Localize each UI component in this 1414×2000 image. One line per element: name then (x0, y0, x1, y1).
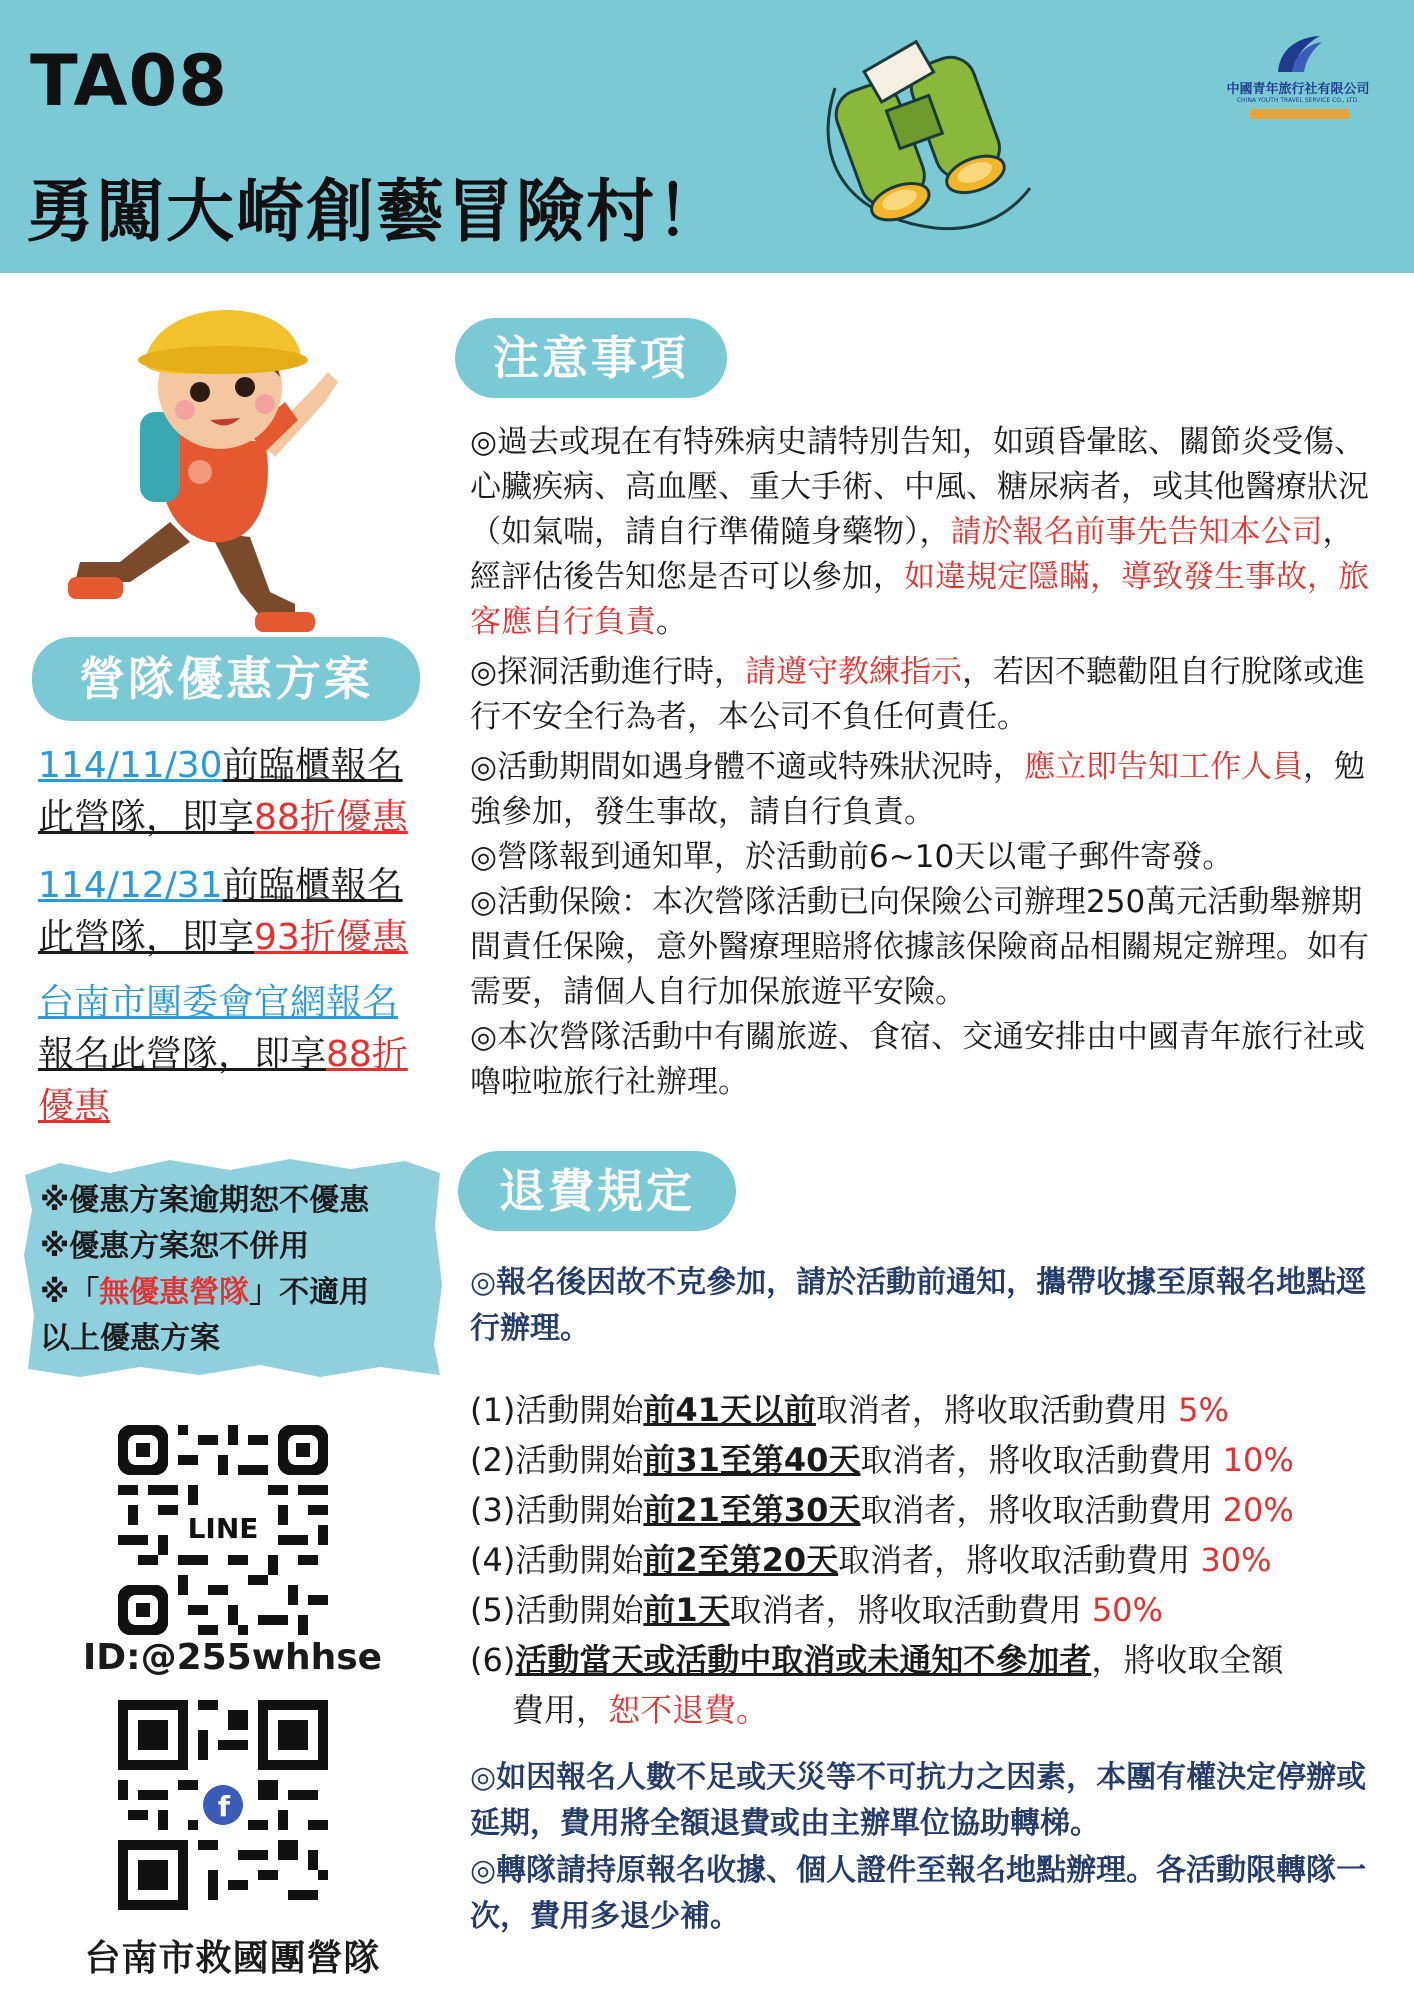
notice-item-2 (470, 650, 1370, 740)
promo-2 (38, 860, 428, 964)
notice-item-6: ◎本次營隊活動中有關旅遊、食宿、交通安排由中國青年旅行社或嚕啦啦旅行社辦理。 (470, 1019, 1366, 1100)
refund-5-prefix: (5)活動開始 (470, 1591, 644, 1629)
refund-3-prefix: (3)活動開始 (470, 1491, 644, 1529)
refund-2-pct: 10% (1222, 1441, 1294, 1479)
notice-item-4: ◎營隊報到通知單，於活動前6~10天以電子郵件寄發。 (470, 839, 1234, 875)
promo-1-date: 114/11/30 (38, 745, 223, 786)
refund-6-key: 活動當天或活動中取消或未通知不參加者 (515, 1641, 1092, 1679)
warning-notes (40, 1178, 440, 1362)
notice-1-red-2: 如違規定隱瞞，導致發生事故，旅客應自行負責 (470, 559, 1369, 640)
promo-1-discount: 88折優惠 (254, 797, 408, 838)
notice-1-a: ◎過去或現在有特殊病史請特別告知，如頭昏暈眩、關節炎受傷、心臟疾病、高血壓、重大手術、中風、糖尿病者，或其他醫療狀況（如氣喘，請自行準備隨身藥物）， (470, 424, 1369, 550)
notice-1-c: 。 (656, 604, 687, 640)
refund-4-suffix: 取消者，將收取活動費用 (838, 1541, 1201, 1579)
promo-3-discount: 88折 (326, 1034, 408, 1075)
company-name-cn: 中國青年旅行社有限公司 (1226, 82, 1370, 97)
organization-name: 台南市救國團營隊 (84, 1938, 381, 1979)
camp-code: TA08 (30, 40, 228, 122)
refund-4-key: 前2至第20天 (643, 1541, 839, 1579)
warning-line-1: ※優惠方案逾期恕不優惠 (40, 1183, 370, 1218)
company-name-en: CHINA YOUTH TRAVEL SERVICE CO., LTD. (1236, 97, 1360, 104)
warning-line-3-a: ※「 (40, 1275, 100, 1310)
notice-3-b: ，勉強參加，發生事故，請自行負責。 (470, 749, 1366, 830)
notice-item-1 (470, 420, 1370, 645)
refund-4-pct: 30% (1200, 1541, 1272, 1579)
refund-2-suffix: 取消者，將收取活動費用 (860, 1441, 1223, 1479)
refund-4-prefix: (4)活動開始 (470, 1541, 644, 1579)
refund-item-5 (470, 1585, 1380, 1635)
svg-text:f: f (217, 1790, 231, 1823)
promo-2-text-b: 此營隊，即享 (38, 917, 255, 958)
refund-1-key: 前41天以前 (643, 1391, 816, 1429)
refund-note-1: ◎如因報名人數不足或天災等不可抗力之因素，本團有權決定停辦或延期，費用將全額退費或由主辦單位協助轉梯。 (470, 1760, 1367, 1841)
refund-item-4 (470, 1535, 1380, 1585)
line-qr-code[interactable] (118, 1425, 328, 1635)
binoculars-illustration (815, 28, 1045, 258)
notice-2-a: ◎探洞活動進行時， (470, 654, 746, 690)
logo-bar (1250, 109, 1350, 119)
camp-offer-heading: 營隊優惠方案 (32, 637, 420, 721)
refund-item-1 (470, 1385, 1380, 1435)
refund-3-pct: 20% (1222, 1491, 1294, 1529)
company-logo-icon (1270, 32, 1325, 77)
notice-item-5: ◎活動保險：本次營隊活動已向保險公司辦理250萬元活動舉辦期間責任保險，意外醫療理賠將依據該保險商品相關規定辦理。如有需要，請個人自行加保旅遊平安險。 (470, 884, 1369, 1010)
warning-line-3 (40, 1270, 440, 1316)
refund-6-no-refund: 恕不退費。 (608, 1691, 769, 1729)
notice-heading: 注意事項 (455, 318, 727, 398)
promo-1 (38, 740, 428, 844)
promo-2-date: 114/12/31 (38, 865, 223, 906)
promo-2-text-a: 前臨櫃報名 (222, 865, 403, 906)
refund-intro: ◎報名後因故不克參加，請於活動前通知，攜帶收據至原報名地點逕行辦理。 (470, 1265, 1367, 1346)
line-id[interactable]: ID:@255whhse (82, 1637, 383, 1678)
notice-1-b: ，經評估後告知您是否可以參加， (470, 514, 1354, 595)
refund-item-2 (470, 1435, 1380, 1485)
refund-3-key: 前21至第30天 (643, 1491, 861, 1529)
promo-3-discount-suffix: 優惠 (38, 1086, 111, 1127)
notice-2-b: ，若因不聽勸阻自行脫隊或進行不安全行為者，本公司不負任何責任。 (470, 654, 1366, 735)
refund-6-prefix: (6) (470, 1641, 516, 1679)
warning-line-2: ※優惠方案恕不併用 (40, 1229, 310, 1264)
refund-item-6 (470, 1635, 1380, 1685)
promo-3-text-b: 報名此營隊，即享 (38, 1034, 327, 1075)
notice-3-a: ◎活動期間如遇身體不適或特殊狀況時， (470, 749, 1025, 785)
promo-3 (38, 977, 428, 1133)
notice-2-red: 請遵守教練指示 (745, 654, 963, 690)
promo-3-link[interactable]: 台南市團委會官網報名 (38, 982, 399, 1023)
refund-item-6-continued (512, 1685, 1414, 1735)
refund-1-prefix: (1)活動開始 (470, 1391, 644, 1429)
refund-2-prefix: (2)活動開始 (470, 1441, 644, 1479)
refund-1-suffix: 取消者，將收取活動費用 (815, 1391, 1179, 1429)
refund-5-key: 前1天 (643, 1591, 730, 1629)
refund-2-key: 前31至第40天 (643, 1441, 861, 1479)
refund-6-b: 費用， (512, 1691, 609, 1729)
promo-2-discount: 93折優惠 (254, 917, 408, 958)
warning-line-3-b: 」不適用 (249, 1275, 370, 1310)
facebook-qr-code[interactable] (118, 1700, 328, 1910)
child-explorer-illustration (60, 292, 400, 637)
refund-item-3 (470, 1485, 1380, 1535)
page-title: 勇闖大崎創藝冒險村！ (26, 173, 727, 252)
refund-3-suffix: 取消者，將收取活動費用 (860, 1491, 1223, 1529)
refund-5-suffix: 取消者，將收取活動費用 (729, 1591, 1092, 1629)
promo-1-text-a: 前臨櫃報名 (222, 745, 403, 786)
warning-line-4: 以上優惠方案 (40, 1321, 220, 1356)
refund-1-pct: 5% (1178, 1391, 1229, 1429)
notice-3-red: 應立即告知工作人員 (1024, 749, 1304, 785)
refund-5-pct: 50% (1091, 1591, 1163, 1629)
refund-note-2: ◎轉隊請持原報名收據、個人證件至報名地點辦理。各活動限轉隊一次，費用多退少補。 (470, 1853, 1367, 1934)
promo-1-text-b: 此營隊，即享 (38, 797, 255, 838)
notice-item-3 (470, 745, 1370, 835)
no-discount-camp: 無優惠營隊 (99, 1275, 250, 1310)
refund-6-suffix: ，將收取全額 (1091, 1641, 1284, 1679)
refund-heading: 退費規定 (458, 1151, 736, 1231)
notice-1-red-1: 請於報名前事先告知本公司 (950, 514, 1323, 550)
qr-line-label: LINE (187, 1512, 259, 1545)
